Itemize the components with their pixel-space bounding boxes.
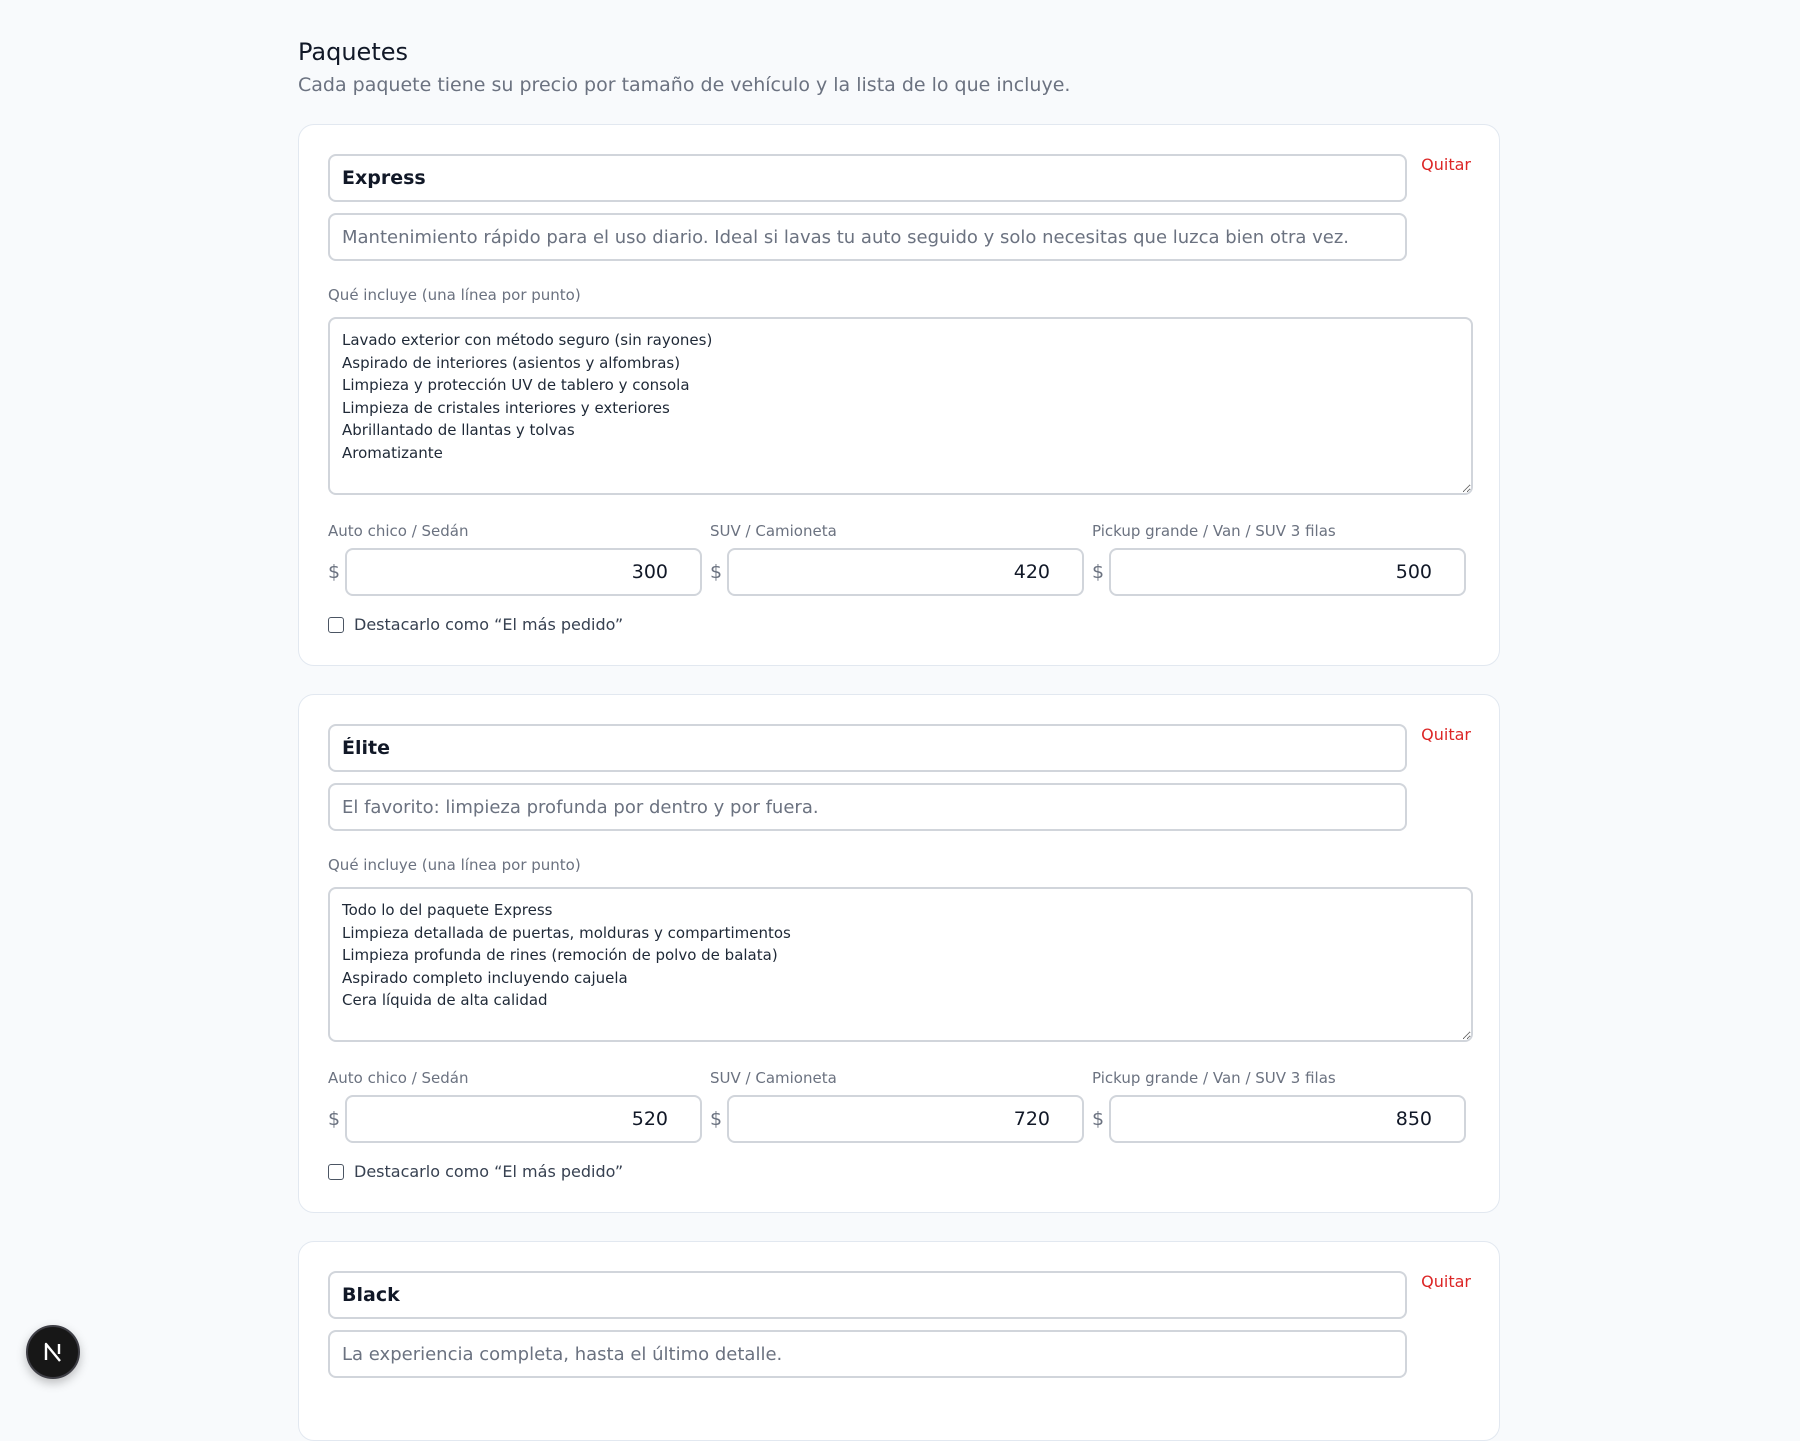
price-fields bbox=[328, 522, 1473, 596]
nextjs-logo-icon bbox=[41, 1340, 65, 1364]
package-name-input[interactable] bbox=[328, 724, 1407, 772]
section-title: Paquetes bbox=[298, 38, 408, 66]
featured-toggle[interactable] bbox=[328, 615, 623, 634]
currency-symbol: $ bbox=[1092, 561, 1105, 583]
package-description-input[interactable] bbox=[328, 213, 1407, 261]
package-header bbox=[328, 1271, 1407, 1378]
featured-checkbox[interactable] bbox=[328, 617, 344, 633]
size-label-small: Auto chico / Sedán bbox=[328, 1069, 469, 1087]
includes-textarea[interactable] bbox=[328, 887, 1473, 1042]
featured-checkbox[interactable] bbox=[328, 1164, 344, 1180]
price-input-suv[interactable] bbox=[727, 1095, 1084, 1143]
remove-package-button[interactable]: Quitar bbox=[1421, 1272, 1471, 1291]
currency-symbol: $ bbox=[328, 1108, 341, 1130]
price-input-small[interactable] bbox=[345, 548, 702, 596]
package-header bbox=[328, 154, 1407, 261]
package-card-elite bbox=[298, 694, 1500, 1213]
price-field-small bbox=[328, 522, 709, 596]
section-subtitle: Cada paquete tiene su precio por tamaño de vehículo y la lista de lo que incluye. bbox=[298, 74, 1071, 96]
nextjs-dev-badge[interactable] bbox=[26, 1325, 80, 1379]
size-label-suv: SUV / Camioneta bbox=[710, 522, 837, 540]
package-card-express bbox=[298, 124, 1500, 666]
currency-symbol: $ bbox=[328, 561, 341, 583]
size-label-large: Pickup grande / Van / SUV 3 filas bbox=[1092, 1069, 1336, 1087]
price-fields bbox=[328, 1069, 1473, 1143]
price-field-suv bbox=[710, 522, 1091, 596]
price-field-large bbox=[1092, 522, 1473, 596]
price-input-suv[interactable] bbox=[727, 548, 1084, 596]
package-description-input[interactable] bbox=[328, 783, 1407, 831]
featured-toggle[interactable] bbox=[328, 1162, 623, 1181]
package-header bbox=[328, 724, 1407, 831]
featured-label: Destacarlo como “El más pedido” bbox=[354, 615, 624, 634]
includes-label: Qué incluye (una línea por punto) bbox=[328, 856, 581, 874]
package-name-input[interactable] bbox=[328, 1271, 1407, 1319]
price-input-large[interactable] bbox=[1109, 548, 1466, 596]
price-input-large[interactable] bbox=[1109, 1095, 1466, 1143]
size-label-large: Pickup grande / Van / SUV 3 filas bbox=[1092, 522, 1336, 540]
price-field-suv bbox=[710, 1069, 1091, 1143]
includes-label: Qué incluye (una línea por punto) bbox=[328, 286, 581, 304]
package-card-black bbox=[298, 1241, 1500, 1441]
currency-symbol: $ bbox=[710, 1108, 723, 1130]
currency-symbol: $ bbox=[710, 561, 723, 583]
remove-package-button[interactable]: Quitar bbox=[1421, 725, 1471, 744]
featured-label: Destacarlo como “El más pedido” bbox=[354, 1162, 624, 1181]
currency-symbol: $ bbox=[1092, 1108, 1105, 1130]
price-field-small bbox=[328, 1069, 709, 1143]
package-description-input[interactable] bbox=[328, 1330, 1407, 1378]
size-label-small: Auto chico / Sedán bbox=[328, 522, 469, 540]
remove-package-button[interactable]: Quitar bbox=[1421, 155, 1471, 174]
size-label-suv: SUV / Camioneta bbox=[710, 1069, 837, 1087]
price-field-large bbox=[1092, 1069, 1473, 1143]
package-name-input[interactable] bbox=[328, 154, 1407, 202]
includes-textarea[interactable] bbox=[328, 317, 1473, 495]
price-input-small[interactable] bbox=[345, 1095, 702, 1143]
